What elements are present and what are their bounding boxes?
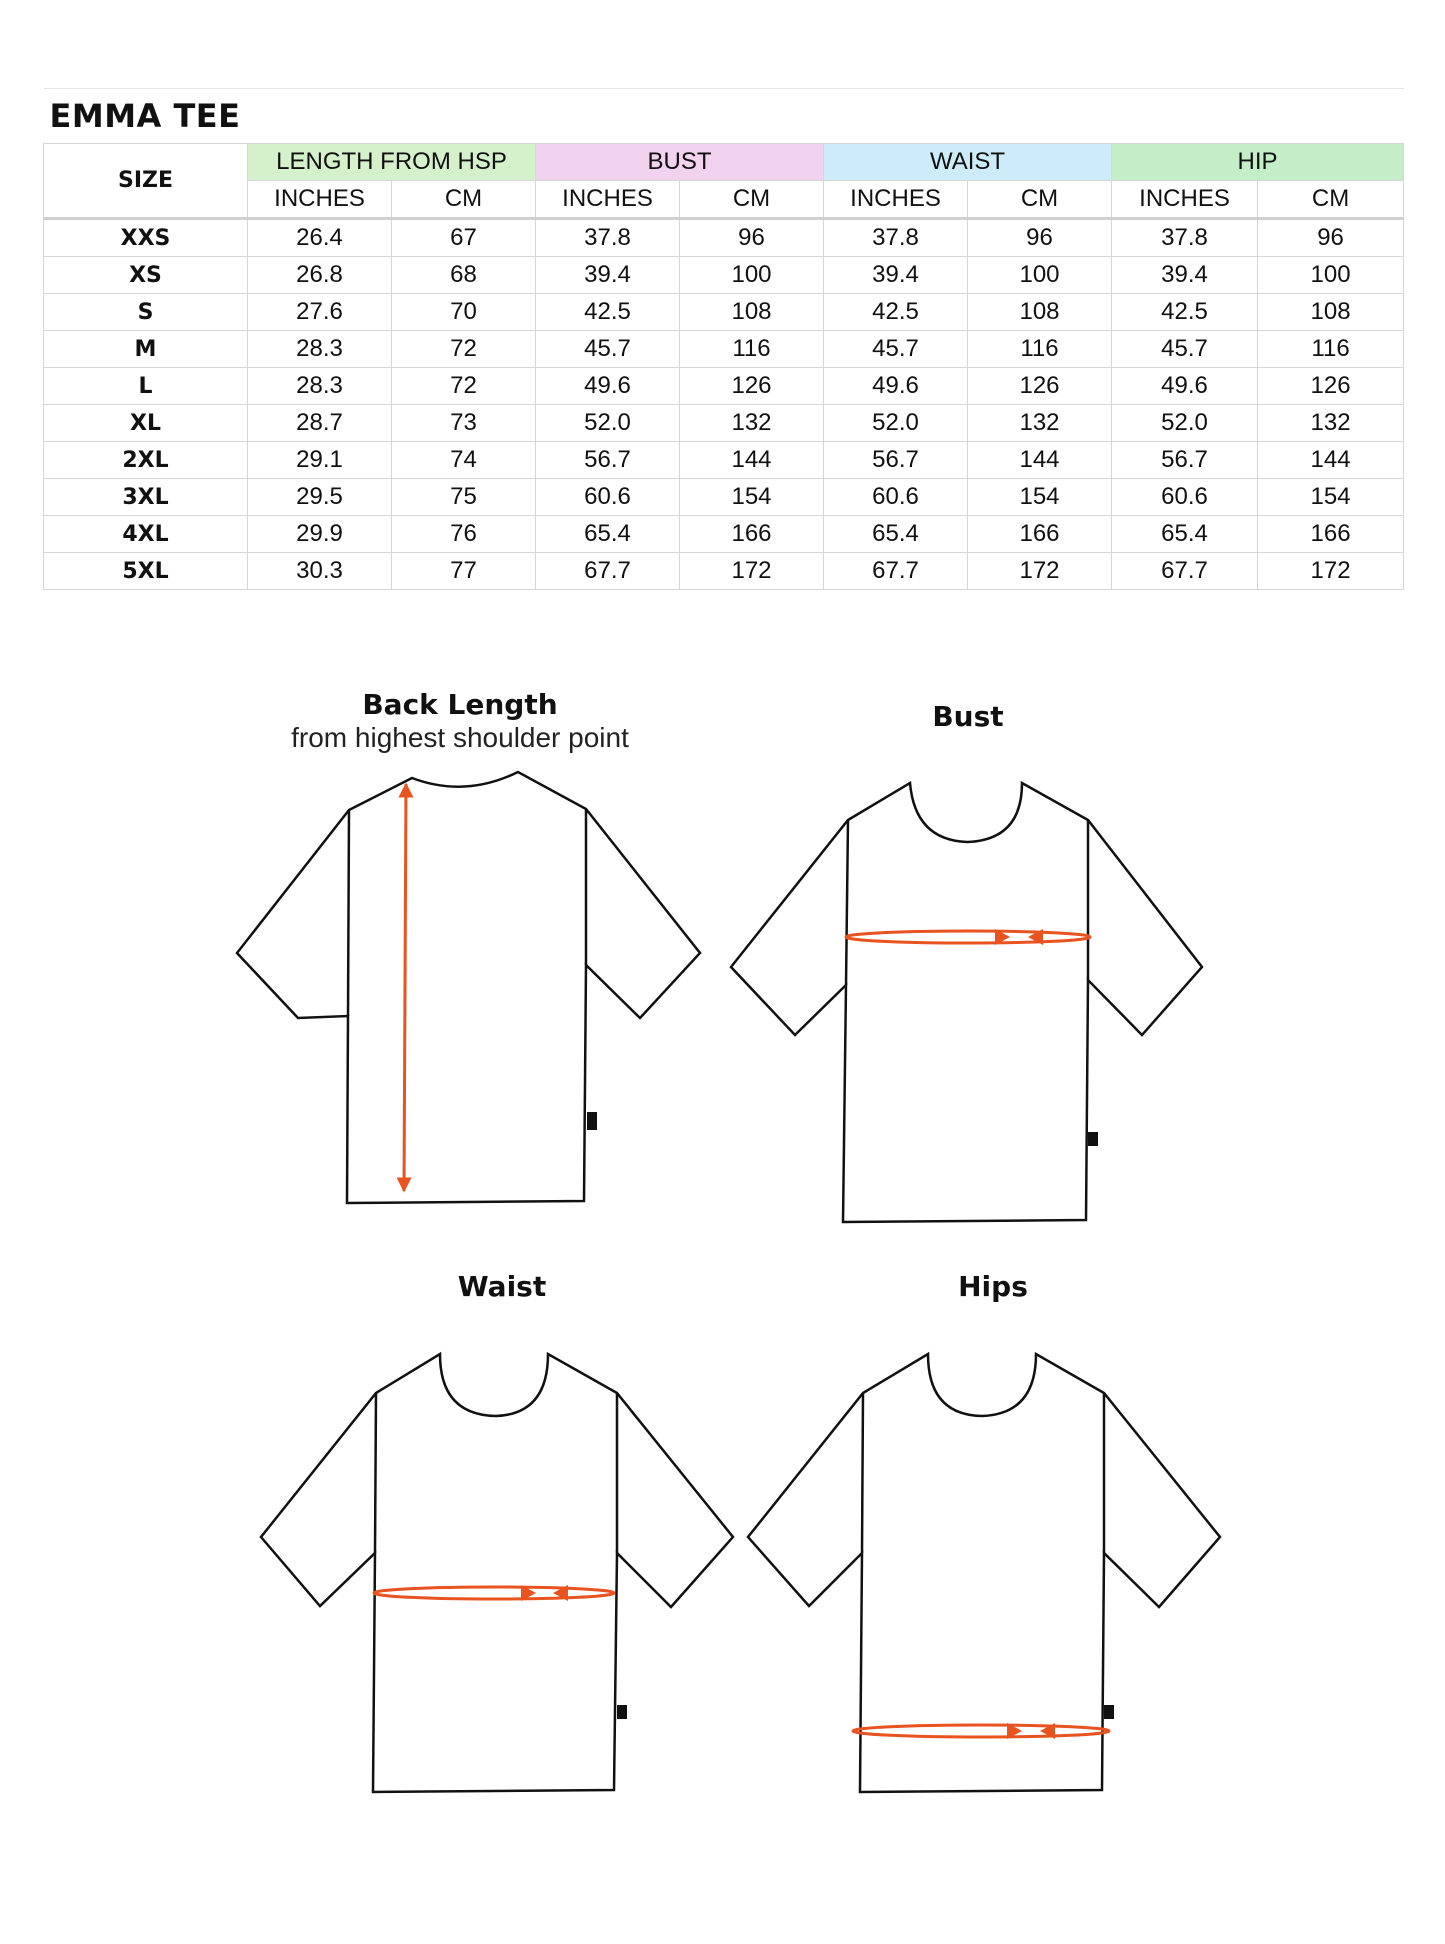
measurement-cell: 52.0	[536, 405, 680, 442]
measurement-cell: 166	[1258, 516, 1404, 553]
measurement-cell: 172	[968, 553, 1112, 590]
group-header-bust: BUST	[536, 144, 824, 181]
measurement-cell: 154	[1258, 479, 1404, 516]
hips-title: Hips	[958, 1270, 1028, 1303]
garment-label-icon	[617, 1705, 627, 1719]
measurement-cell: 42.5	[1112, 294, 1258, 331]
measurement-cell: 65.4	[824, 516, 968, 553]
garment-label-icon	[1104, 1705, 1114, 1719]
unit-header: CM	[392, 181, 536, 219]
back-length-title: Back Length	[362, 688, 558, 721]
measurement-cell: 132	[680, 405, 824, 442]
measurement-cell: 76	[392, 516, 536, 553]
size-label: XS	[44, 257, 248, 294]
measurement-cell: 28.7	[248, 405, 392, 442]
measurement-cell: 100	[680, 257, 824, 294]
shirt-outline	[261, 1354, 733, 1792]
bust-title: Bust	[932, 700, 1004, 733]
measurement-cell: 154	[968, 479, 1112, 516]
waist-title: Waist	[457, 1270, 547, 1303]
measurement-cell: 45.7	[1112, 331, 1258, 368]
measurement-cell: 65.4	[1112, 516, 1258, 553]
unit-header: CM	[1258, 181, 1404, 219]
bust-measure	[846, 929, 1090, 945]
measurement-cell: 166	[680, 516, 824, 553]
measurement-cell: 154	[680, 479, 824, 516]
measurement-cell: 45.7	[536, 331, 680, 368]
measurement-cell: 67	[392, 219, 536, 257]
shirt-outline	[237, 772, 700, 1203]
size-label: L	[44, 368, 248, 405]
measurement-cell: 56.7	[536, 442, 680, 479]
measurement-cell: 65.4	[536, 516, 680, 553]
measurement-cell: 52.0	[824, 405, 968, 442]
measurement-cell: 37.8	[1112, 219, 1258, 257]
measurement-cell: 100	[968, 257, 1112, 294]
unit-header: INCHES	[248, 181, 392, 219]
measurement-cell: 42.5	[824, 294, 968, 331]
measurement-cell: 37.8	[536, 219, 680, 257]
back-length-measure-line	[404, 784, 406, 1191]
measurement-cell: 75	[392, 479, 536, 516]
size-label: 2XL	[44, 442, 248, 479]
size-label: XL	[44, 405, 248, 442]
hips-measure	[853, 1723, 1109, 1739]
measurement-cell: 96	[1258, 219, 1404, 257]
measurement-cell: 49.6	[536, 368, 680, 405]
unit-header: CM	[968, 181, 1112, 219]
measurement-cell: 126	[968, 368, 1112, 405]
measurement-cell: 27.6	[248, 294, 392, 331]
garment-label-icon	[587, 1112, 597, 1130]
measurement-cell: 108	[680, 294, 824, 331]
measurement-cell: 172	[1258, 553, 1404, 590]
measurement-cell: 30.3	[248, 553, 392, 590]
measurement-cell: 42.5	[536, 294, 680, 331]
measurement-cell: 28.3	[248, 368, 392, 405]
back-length-shirt	[237, 772, 700, 1203]
measurement-cell: 108	[968, 294, 1112, 331]
waist-shirt	[261, 1354, 733, 1792]
size-label: 5XL	[44, 553, 248, 590]
back-length-subtitle: from highest shoulder point	[291, 722, 629, 753]
measurement-cell: 96	[680, 219, 824, 257]
measurement-cell: 73	[392, 405, 536, 442]
measurement-cell: 60.6	[824, 479, 968, 516]
measurement-cell: 56.7	[1112, 442, 1258, 479]
measurement-cell: 26.8	[248, 257, 392, 294]
measurement-cell: 144	[1258, 442, 1404, 479]
measurement-cell: 132	[1258, 405, 1404, 442]
unit-header: CM	[680, 181, 824, 219]
measurement-cell: 37.8	[824, 219, 968, 257]
measurement-cell: 39.4	[1112, 257, 1258, 294]
measurement-cell: 67.7	[536, 553, 680, 590]
measurement-cell: 49.6	[824, 368, 968, 405]
measurement-cell: 108	[1258, 294, 1404, 331]
measurement-cell: 172	[680, 553, 824, 590]
measurement-cell: 126	[1258, 368, 1404, 405]
measurement-cell: 132	[968, 405, 1112, 442]
bust-shirt	[731, 783, 1202, 1222]
measurement-cell: 72	[392, 368, 536, 405]
size-label: XXS	[44, 219, 248, 257]
garment-label-icon	[1088, 1132, 1098, 1146]
measurement-cell: 56.7	[824, 442, 968, 479]
measurement-cell: 144	[968, 442, 1112, 479]
group-header-hip: HIP	[1112, 144, 1404, 181]
measurement-cell: 77	[392, 553, 536, 590]
measurement-cell: 29.5	[248, 479, 392, 516]
measurement-cell: 26.4	[248, 219, 392, 257]
measurement-cell: 166	[968, 516, 1112, 553]
measurement-cell: 60.6	[536, 479, 680, 516]
measurement-cell: 67.7	[1112, 553, 1258, 590]
size-label: S	[44, 294, 248, 331]
measurement-cell: 39.4	[824, 257, 968, 294]
unit-header: INCHES	[1112, 181, 1258, 219]
measurement-cell: 96	[968, 219, 1112, 257]
measurement-cell: 45.7	[824, 331, 968, 368]
measurement-cell: 74	[392, 442, 536, 479]
measurement-cell: 52.0	[1112, 405, 1258, 442]
measurement-cell: 144	[680, 442, 824, 479]
unit-header: INCHES	[824, 181, 968, 219]
measurement-cell: 49.6	[1112, 368, 1258, 405]
measurement-cell: 60.6	[1112, 479, 1258, 516]
measurement-cell: 70	[392, 294, 536, 331]
measurement-cell: 126	[680, 368, 824, 405]
measurement-cell: 68	[392, 257, 536, 294]
measurement-cell: 100	[1258, 257, 1404, 294]
group-header-waist: WAIST	[824, 144, 1112, 181]
waist-measure	[374, 1585, 614, 1601]
size-column-header: SIZE	[44, 144, 248, 219]
measurement-cell: 29.1	[248, 442, 392, 479]
size-label: 4XL	[44, 516, 248, 553]
chart-title: EMMA TEE	[44, 89, 1404, 144]
measurement-cell: 116	[1258, 331, 1404, 368]
size-label: M	[44, 331, 248, 368]
unit-header: INCHES	[536, 181, 680, 219]
size-label: 3XL	[44, 479, 248, 516]
measurement-cell: 72	[392, 331, 536, 368]
measurement-cell: 28.3	[248, 331, 392, 368]
group-header-length: LENGTH FROM HSP	[248, 144, 536, 181]
measurement-cell: 116	[680, 331, 824, 368]
shirt-outline	[731, 783, 1202, 1222]
measurement-cell: 116	[968, 331, 1112, 368]
measurement-cell: 29.9	[248, 516, 392, 553]
measurement-cell: 67.7	[824, 553, 968, 590]
measurement-cell: 39.4	[536, 257, 680, 294]
